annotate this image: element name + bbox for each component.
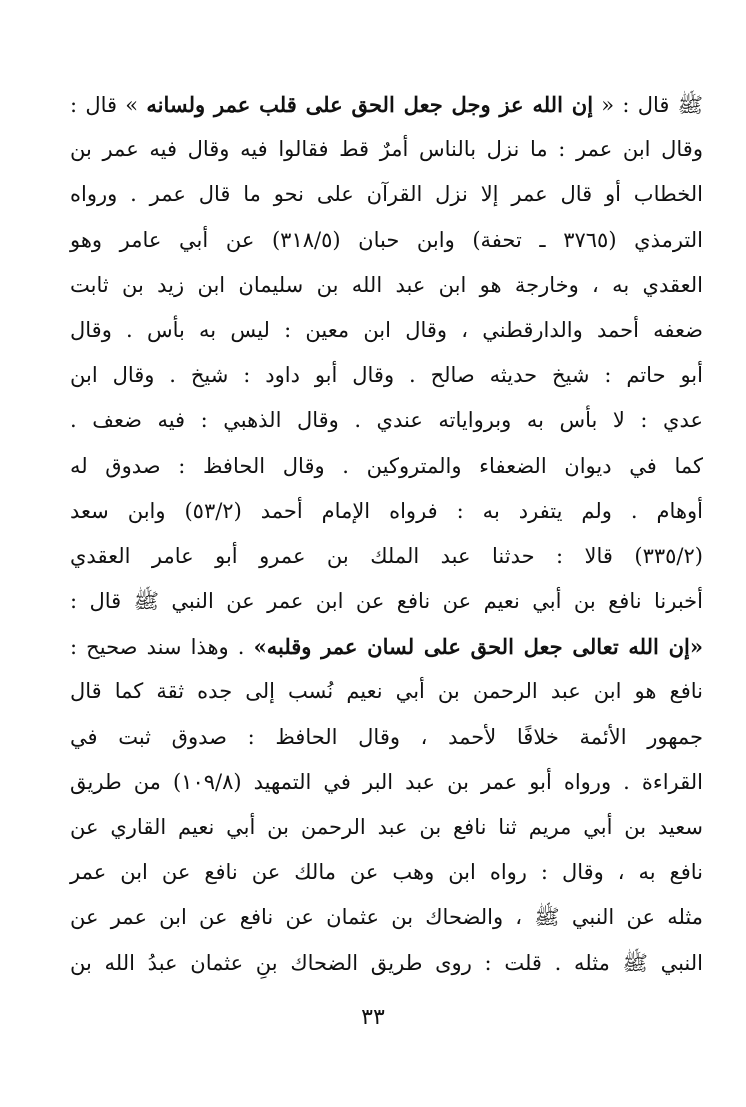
text-segment: النبي ﷺ مثله . قلت : روى طريق الضحاك بنِ عثمان عبدُ الله بن xyxy=(70,950,703,975)
text-segment: (٣٣٥/٢) قالا : حدثنا عبد الملك بن عمرو أبو عامر العقدي xyxy=(70,543,703,568)
text-segment: نافع هو ابن عبد الرحمن بن أبي نعيم نُسب إلى جده ثقة كما قال xyxy=(70,679,703,704)
text-line xyxy=(70,805,703,850)
text-line xyxy=(70,895,703,940)
text-segment: » قال : xyxy=(70,93,147,117)
text-line xyxy=(70,172,703,217)
text-line xyxy=(70,941,703,986)
text-segment: نافع به ، وقال : رواه ابن وهب عن مالك عن نافع عن ابن عمر xyxy=(70,860,703,885)
text-segment: عدي : لا بأس به وبرواياته عندي . وقال الذهبي : فيه ضعف . xyxy=(70,408,703,433)
text-segment: أبو حاتم : شيخ حديثه صالح . وقال أبو داود : شيخ . وقال ابن xyxy=(70,363,703,388)
text-line xyxy=(70,444,703,489)
text-line xyxy=(70,82,703,127)
text-segment: الترمذي (٣٧٦٥ ـ تحفة) وابن حبان (٣١٨/٥) عن أبي عامر وهو xyxy=(70,227,703,252)
text-line xyxy=(70,398,703,443)
text-segment: أوهام . ولم يتفرد به : فرواه الإمام أحمد (٥٣/٢) وابن سعد xyxy=(70,498,703,523)
text-line xyxy=(70,218,703,263)
hadith-quote: «إن الله تعالى جعل الحق على لسان عمر وقلبه» xyxy=(253,634,703,660)
text-line xyxy=(70,624,703,669)
body-text xyxy=(70,82,703,986)
text-segment: أخبرنا نافع بن أبي نعيم عن نافع عن ابن عمر عن النبي ﷺ قال : xyxy=(70,589,703,614)
text-segment: سعيد بن أبي مريم ثنا نافع بن عبد الرحمن بن أبي نعيم القاري عن xyxy=(70,815,703,839)
text-segment: وقال ابن عمر : ما نزل بالناس أمرٌ قط فقالوا فيه وقال فيه عمر بن xyxy=(70,137,703,162)
text-line xyxy=(70,669,703,714)
text-segment: العقدي به ، وخارجة هو ابن عبد الله بن سليمان ابن زيد بن ثابت xyxy=(70,272,703,297)
text-line xyxy=(70,534,703,579)
text-segment: القراءة . ورواه أبو عمر بن عبد البر في التمهيد (١٠٩/٨) من طريق xyxy=(70,769,703,794)
text-line xyxy=(70,579,703,624)
text-line xyxy=(70,760,703,805)
text-segment: . وهذا سند صحيح : xyxy=(70,635,254,660)
text-segment: جمهور الأئمة خلافًا لأحمد ، وقال الحافظ : صدوق ثبت في xyxy=(70,724,703,749)
text-line xyxy=(70,715,703,760)
text-line xyxy=(70,308,703,353)
text-line xyxy=(70,263,703,308)
text-segment: الخطاب أو قال عمر إلا نزل القرآن على نحو ما قال عمر . ورواه xyxy=(70,182,703,207)
text-segment: ﷺ قال : « xyxy=(593,93,703,117)
text-line xyxy=(70,850,703,895)
page-number: ٣٣ xyxy=(361,1005,385,1030)
text-line xyxy=(70,127,703,172)
text-segment: ضعفه أحمد والدارقطني ، وقال ابن معين : ليس به بأس . وقال xyxy=(70,317,703,342)
text-line xyxy=(70,353,703,398)
text-line xyxy=(70,489,703,534)
hadith-quote: إن الله عز وجل جعل الحق على قلب عمر ولسانه xyxy=(146,92,594,117)
text-segment: كما في ديوان الضعفاء والمتروكين . وقال الحافظ : صدوق له xyxy=(70,453,703,478)
text-segment: مثله عن النبي ﷺ ، والضحاك بن عثمان عن نافع عن ابن عمر عن xyxy=(70,905,703,930)
